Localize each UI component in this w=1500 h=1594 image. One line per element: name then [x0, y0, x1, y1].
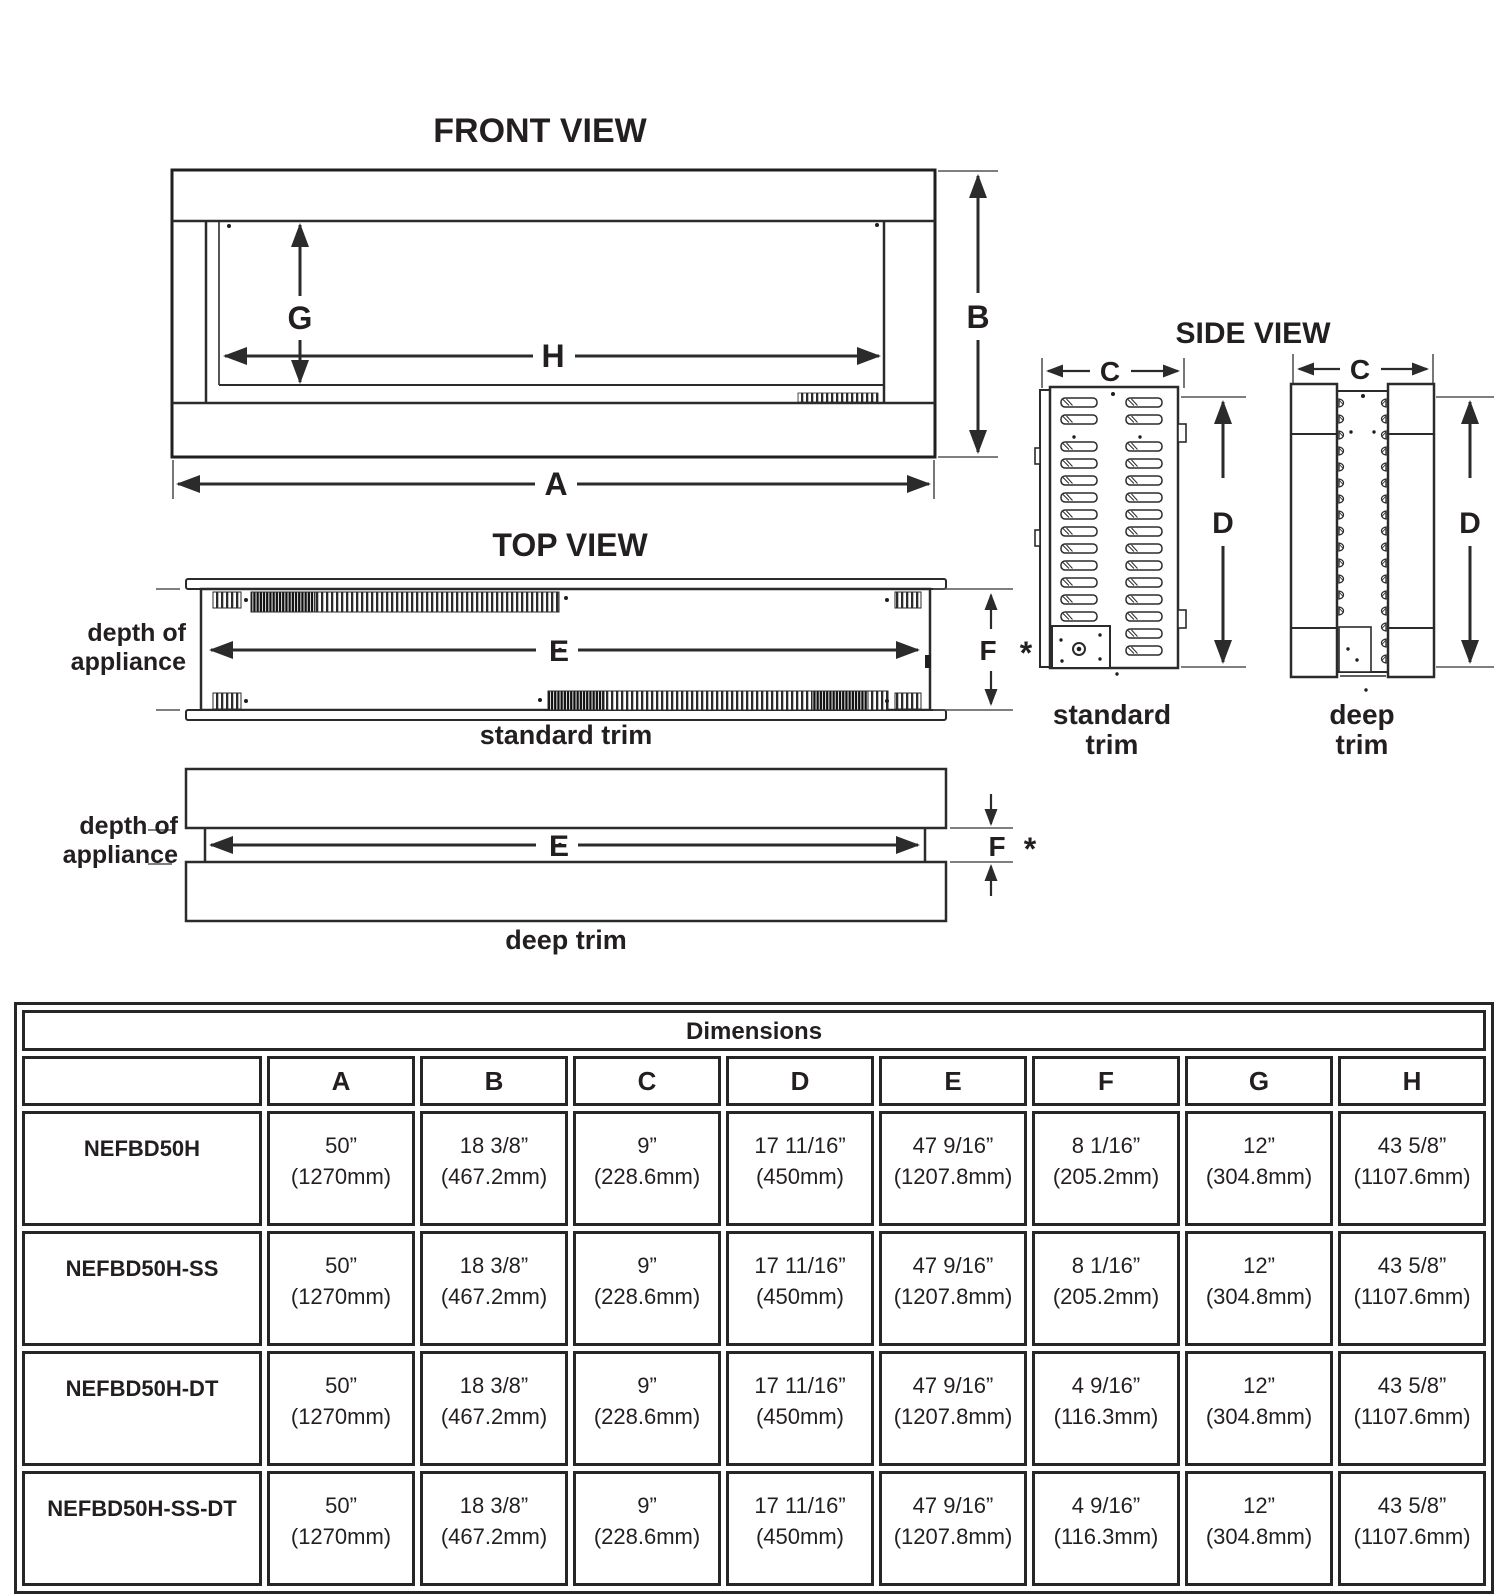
cell-b	[420, 1111, 568, 1226]
top-view-deep-trim	[63, 769, 1037, 955]
table-title: Dimensions	[22, 1010, 1486, 1051]
dim-arrow-c-deep	[1293, 354, 1433, 385]
value-in: 47 9/16”	[912, 1133, 994, 1158]
cell-e	[879, 1351, 1027, 1466]
value-mm: (304.8mm)	[1205, 1284, 1313, 1309]
value-in: 9”	[637, 1493, 657, 1518]
value-mm: (467.2mm)	[440, 1524, 548, 1549]
value-in: 43 5/8”	[1377, 1373, 1447, 1398]
value-in: 43 5/8”	[1377, 1493, 1447, 1518]
top-view-standard-trim	[71, 579, 1033, 750]
cell-f	[1032, 1351, 1180, 1466]
value-mm: (1207.8mm)	[893, 1164, 1013, 1189]
cell-e	[879, 1231, 1027, 1346]
value-in: 18 3/8”	[459, 1373, 529, 1398]
value-mm: (467.2mm)	[440, 1284, 548, 1309]
value-in: 8 1/16”	[1071, 1253, 1141, 1278]
table-title-row	[22, 1010, 1486, 1051]
value-mm: (1270mm)	[290, 1404, 392, 1429]
depth-label-line1: depth of	[87, 619, 186, 647]
column-header-g: G	[1185, 1056, 1333, 1106]
standard-trim-top-label: standard trim	[479, 720, 653, 750]
value-in: 17 11/16”	[754, 1493, 846, 1518]
value-in: 12”	[1243, 1133, 1275, 1158]
dim-label-f: F	[979, 635, 997, 666]
cell-e	[879, 1111, 1027, 1226]
deep-trim-label-line2: trim	[1335, 729, 1389, 760]
cell-h	[1338, 1471, 1486, 1586]
dim-label-h: H	[541, 338, 565, 374]
f-asterisk-standard: *	[1019, 635, 1033, 671]
value-mm: (228.6mm)	[593, 1284, 701, 1309]
side-view-diagram	[1035, 317, 1494, 760]
dim-arrow-e-deep	[211, 830, 918, 863]
front-view-title: FRONT VIEW	[433, 112, 647, 150]
depth-of-appliance-deep	[63, 812, 179, 869]
value-mm: (1207.8mm)	[893, 1524, 1013, 1549]
cell-c	[573, 1231, 721, 1346]
model-name: NEFBD50H-SS	[22, 1231, 262, 1346]
side-view-deep-trim	[1291, 354, 1494, 760]
value-mm: (116.3mm)	[1053, 1404, 1159, 1429]
deep-trim-right-bar	[1388, 384, 1434, 677]
value-mm: (205.2mm)	[1052, 1284, 1160, 1309]
value-in: 9”	[637, 1373, 657, 1398]
value-in: 50”	[325, 1253, 357, 1278]
dim-label-c2: C	[1349, 354, 1371, 385]
dim-label-d2: D	[1459, 507, 1481, 540]
value-mm: (1107.6mm)	[1353, 1284, 1471, 1309]
value-mm: (450mm)	[755, 1164, 844, 1189]
cell-c	[573, 1111, 721, 1226]
value-mm: (304.8mm)	[1205, 1524, 1313, 1549]
dim-arrow-c-standard	[1042, 356, 1184, 388]
front-view-outline	[172, 170, 935, 457]
depth-label2-line1: depth of	[79, 812, 178, 840]
deep-top-front-bar	[186, 769, 946, 828]
cell-g	[1185, 1351, 1333, 1466]
value-mm: (228.6mm)	[593, 1404, 701, 1429]
front-bottom-vent-strip	[798, 393, 878, 402]
cell-d	[726, 1351, 874, 1466]
model-name: NEFBD50H-SS-DT	[22, 1471, 262, 1586]
cell-b	[420, 1471, 568, 1586]
cell-h	[1338, 1111, 1486, 1226]
depth-label2-line2: appliance	[62, 841, 178, 869]
top-view-title: TOP VIEW	[492, 527, 648, 563]
value-in: 9”	[637, 1133, 657, 1158]
model-name: NEFBD50H-DT	[22, 1351, 262, 1466]
cell-a	[267, 1111, 415, 1226]
value-mm: (1207.8mm)	[893, 1404, 1013, 1429]
dim-arrow-a	[173, 460, 934, 502]
value-mm: (1270mm)	[290, 1284, 392, 1309]
dim-label-b: B	[966, 299, 990, 335]
value-mm: (467.2mm)	[440, 1164, 548, 1189]
dim-label-d: D	[1212, 507, 1234, 540]
top-view-diagram	[63, 527, 1037, 955]
value-in: 4 9/16”	[1071, 1373, 1141, 1398]
cell-d	[726, 1111, 874, 1226]
value-mm: (116.3mm)	[1053, 1524, 1159, 1549]
column-header-f: F	[1032, 1056, 1180, 1106]
deep-trim-control-box	[1339, 627, 1371, 672]
value-in: 50”	[325, 1373, 357, 1398]
cell-c	[573, 1471, 721, 1586]
value-in: 9”	[637, 1253, 657, 1278]
value-in: 47 9/16”	[912, 1253, 994, 1278]
value-mm: (1270mm)	[290, 1164, 392, 1189]
deep-trim-left-bar	[1291, 384, 1337, 677]
table-row	[22, 1471, 1486, 1586]
value-in: 18 3/8”	[459, 1253, 529, 1278]
column-header-a: A	[267, 1056, 415, 1106]
value-mm: (467.2mm)	[440, 1404, 548, 1429]
value-mm: (1270mm)	[290, 1524, 392, 1549]
standard-trim-control-box	[1052, 626, 1110, 668]
value-in: 47 9/16”	[912, 1373, 994, 1398]
column-header-blank	[22, 1056, 262, 1106]
column-header-c: C	[573, 1056, 721, 1106]
value-mm: (1207.8mm)	[893, 1284, 1013, 1309]
front-view-diagram	[172, 112, 998, 502]
cell-d	[726, 1231, 874, 1346]
dimensions-table	[14, 1002, 1486, 1594]
cell-h	[1338, 1351, 1486, 1466]
dim-label-c: C	[1099, 356, 1121, 387]
table-row	[22, 1111, 1486, 1226]
dim-label-e: E	[548, 635, 570, 668]
value-mm: (450mm)	[755, 1404, 844, 1429]
standard-trim-label-line1: standard	[1052, 699, 1172, 730]
value-mm: (228.6mm)	[593, 1164, 701, 1189]
cell-a	[267, 1231, 415, 1346]
cell-a	[267, 1471, 415, 1586]
side-view-title: SIDE VIEW	[1175, 317, 1331, 350]
cell-e	[879, 1471, 1027, 1586]
value-in: 12”	[1243, 1493, 1275, 1518]
dim-arrow-d-standard	[1181, 397, 1246, 667]
cell-b	[420, 1351, 568, 1466]
value-mm: (304.8mm)	[1205, 1404, 1313, 1429]
value-in: 18 3/8”	[459, 1493, 529, 1518]
column-header-e: E	[879, 1056, 1027, 1106]
value-mm: (1107.6mm)	[1353, 1164, 1471, 1189]
value-mm: (1107.6mm)	[1353, 1524, 1471, 1549]
value-in: 18 3/8”	[459, 1133, 529, 1158]
cell-a	[267, 1351, 415, 1466]
deep-trim-top-label: deep trim	[505, 925, 627, 955]
dim-label-a: A	[544, 466, 568, 502]
value-in: 50”	[325, 1133, 357, 1158]
dim-arrow-d-deep	[1436, 397, 1494, 667]
column-header-d: D	[726, 1056, 874, 1106]
dim-arrow-b	[938, 171, 998, 457]
dim-arrow-f-standard	[933, 589, 1033, 710]
value-in: 43 5/8”	[1377, 1253, 1447, 1278]
value-mm: (205.2mm)	[1052, 1164, 1160, 1189]
cell-d	[726, 1471, 874, 1586]
value-in: 43 5/8”	[1377, 1133, 1447, 1158]
value-mm: (228.6mm)	[593, 1524, 701, 1549]
column-header-b: B	[420, 1056, 568, 1106]
f-asterisk-deep: *	[1023, 831, 1037, 867]
value-in: 47 9/16”	[912, 1493, 994, 1518]
value-in: 12”	[1243, 1253, 1275, 1278]
model-name: NEFBD50H	[22, 1111, 262, 1226]
depth-of-appliance-standard	[71, 589, 187, 710]
value-in: 17 11/16”	[754, 1133, 846, 1158]
table-row	[22, 1351, 1486, 1466]
dim-label-g: G	[287, 300, 313, 336]
value-in: 4 9/16”	[1071, 1493, 1141, 1518]
value-mm: (450mm)	[755, 1524, 844, 1549]
dim-arrow-f-deep	[950, 794, 1037, 896]
table-row	[22, 1231, 1486, 1346]
cell-f	[1032, 1471, 1180, 1586]
table-header-row	[22, 1056, 1486, 1106]
cell-g	[1185, 1111, 1333, 1226]
dim-label-e2: E	[548, 830, 570, 863]
depth-label-line2: appliance	[70, 648, 186, 676]
cell-f	[1032, 1231, 1180, 1346]
value-mm: (304.8mm)	[1205, 1164, 1313, 1189]
dim-label-f2: F	[988, 831, 1006, 862]
value-in: 17 11/16”	[754, 1253, 846, 1278]
column-header-h: H	[1338, 1056, 1486, 1106]
deep-top-rear-bar	[186, 862, 946, 921]
value-in: 8 1/16”	[1071, 1133, 1141, 1158]
standard-top-rear-bar	[186, 710, 946, 720]
value-in: 12”	[1243, 1373, 1275, 1398]
value-in: 50”	[325, 1493, 357, 1518]
cell-g	[1185, 1471, 1333, 1586]
value-in: 17 11/16”	[754, 1373, 846, 1398]
standard-trim-left-flange	[1040, 390, 1050, 667]
standard-trim-label-line2: trim	[1085, 729, 1139, 760]
cell-f	[1032, 1111, 1180, 1226]
deep-trim-label-line1: deep	[1329, 699, 1395, 730]
cell-b	[420, 1231, 568, 1346]
value-mm: (1107.6mm)	[1353, 1404, 1471, 1429]
cell-c	[573, 1351, 721, 1466]
cell-g	[1185, 1231, 1333, 1346]
cell-h	[1338, 1231, 1486, 1346]
standard-top-front-bar	[186, 579, 946, 589]
value-mm: (450mm)	[755, 1284, 844, 1309]
side-view-standard-trim	[1035, 356, 1246, 760]
